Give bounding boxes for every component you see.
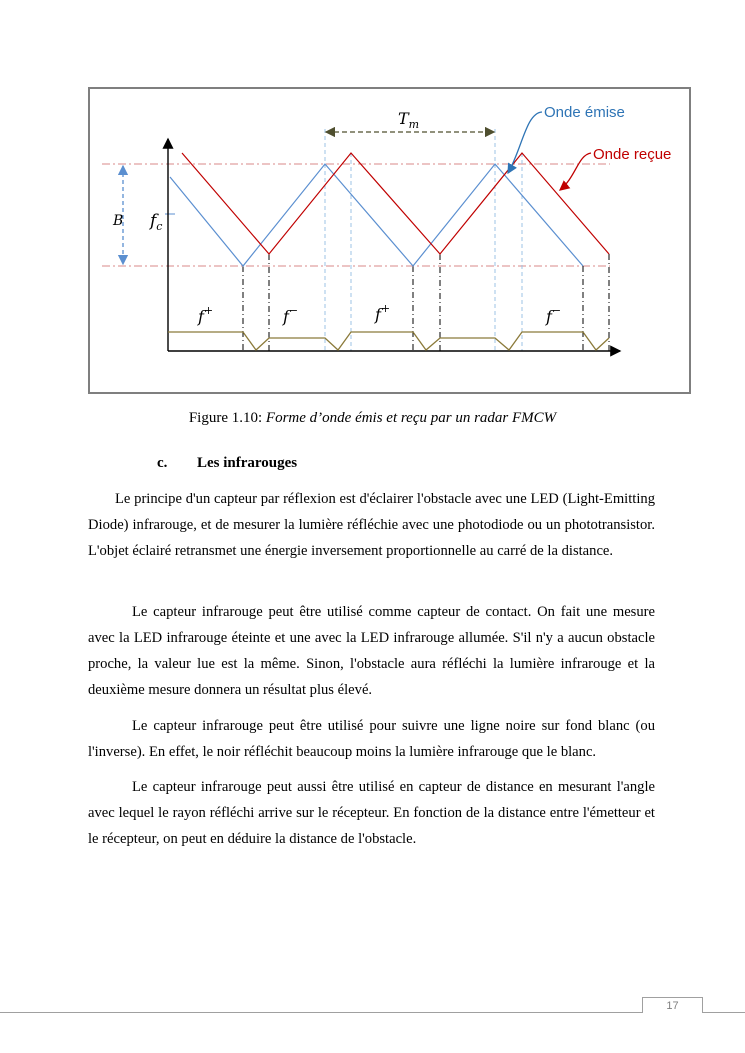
segment-label-4: f− (546, 304, 562, 326)
segment-label-2: f− (283, 304, 299, 326)
section-number: c. (157, 455, 168, 471)
received-wave-label: Onde reçue (593, 146, 672, 163)
emitted-wave-label: Onde émise (544, 104, 625, 121)
received-wave-callout (560, 153, 591, 190)
bandwidth-label: B (113, 213, 124, 229)
paragraph-4: Le capteur infrarouge peut aussi être utilisé en capteur de distance en mesurant l'angle avec lequel le rayon réfléchi arrive sur le récepteur. En fonction de la distance entre l'émetteur et le récepteur, on peut en déduire la distance de l'obstacle. (88, 779, 655, 847)
emitted-wave (170, 164, 583, 266)
fmcw-waveform-diagram (90, 89, 689, 392)
period-label: $T_m$ (398, 109, 420, 131)
footer-rule (0, 1012, 745, 1013)
segment-label-3: f+ (375, 302, 391, 324)
figure-caption (0, 410, 745, 427)
caption-prefix: Figure 1.10: (188, 410, 266, 426)
received-wave (182, 153, 609, 254)
center-frequency-label: $f_c$ (150, 211, 163, 233)
fmcw-figure (88, 87, 691, 394)
paragraph-2: Le capteur infrarouge peut être utilisé comme capteur de contact. On fait une mesure avec la LED infrarouge éteinte et une avec la LED infrarouge allumée. S'il n'y a aucun obstacle proche, la valeur lue est la même. Sinon, l'obstacle aura réfléchi la lumière infrarouge et la deuxième mesure donnera un résultat plus élevé. (88, 604, 655, 698)
paragraph-3: Le capteur infrarouge peut être utilisé pour suivre une ligne noire sur fond blanc (ou l'inverse). En effet, le noir réfléchit beaucoup moins la lumière infrarouge que le blanc. (88, 718, 655, 760)
beat-frequency-trace (168, 332, 609, 350)
section-title: Les infrarouges (197, 455, 298, 471)
paragraph-1: Le principe d'un capteur par réflexion est d'éclairer l'obstacle avec une LED (Light-Emitting Diode) infrarouge, et de mesurer la lumière réfléchie avec une photodiode ou un phototransistor. L'objet éclairé retransmet une énergie inversement proportionnelle au carré de la distance. (88, 491, 655, 559)
caption-text: Forme d’onde émis et reçu par un radar FMCW (265, 410, 557, 426)
segment-label-1: f+ (198, 304, 214, 326)
page-number: 17 (642, 997, 703, 1013)
section-heading (157, 455, 297, 472)
